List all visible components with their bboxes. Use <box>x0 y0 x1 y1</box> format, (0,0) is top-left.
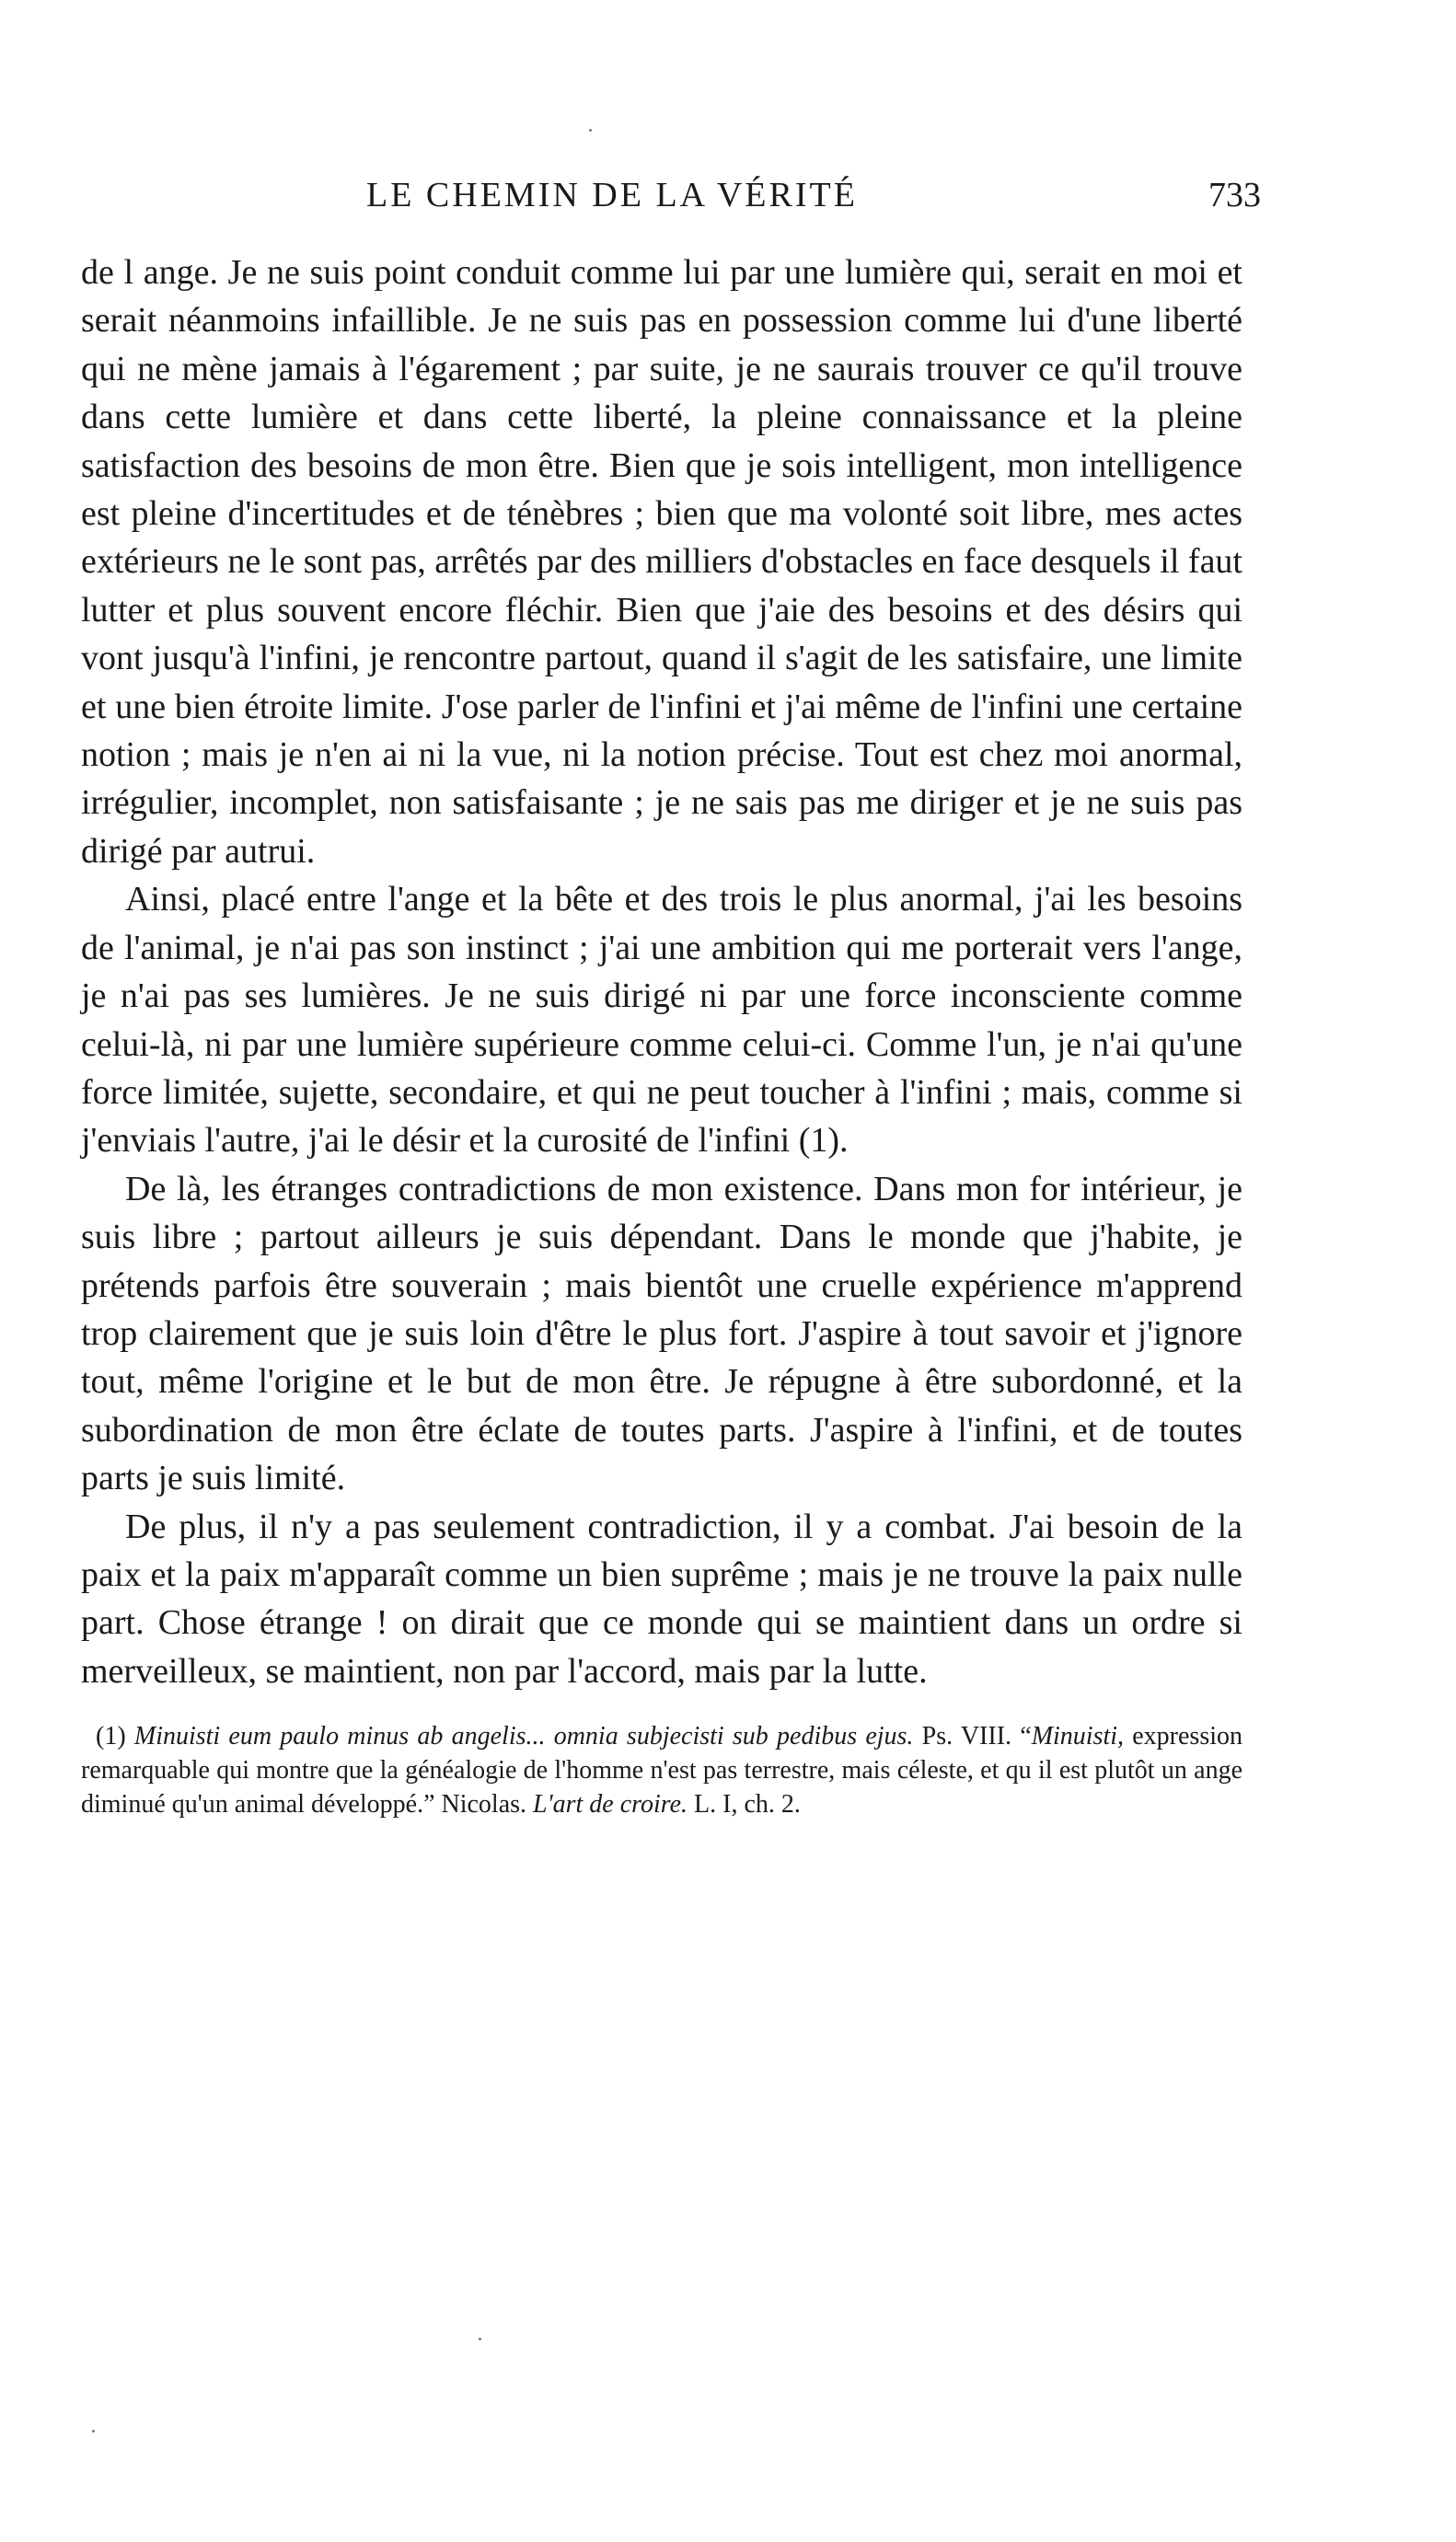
footnote-author: Nicolas. <box>441 1790 527 1820</box>
book-page <box>81 175 1261 1821</box>
paper-speck <box>479 2338 481 2340</box>
page-header <box>81 175 1261 230</box>
paper-speck <box>92 2430 95 2432</box>
body-text <box>81 248 1242 1695</box>
running-title: LE CHEMIN DE LA VÉRITÉ <box>366 176 858 214</box>
paragraph: De là, les étranges contradictions de mon existence. Dans mon for intérieur, je suis libre ; partout ailleurs je suis dépendant. Dans le monde que j'habite, je prétends parfois être souverain ; mais bientôt une cruelle expérience m'apprend trop clairement que je suis loin d'être le plus fort. J'aspire à tout savoir et j'ignore tout, même l'origine et le but de mon être. Je répugne à être subordonné, et la subordination de mon être éclate de toutes parts. J'aspire à l'infini, et de toutes parts je suis limité. <box>81 1169 1242 1498</box>
footnotes <box>81 1719 1242 1821</box>
page-number: 733 <box>1208 176 1261 214</box>
footnote-work-title: L'art de croire. <box>533 1790 688 1820</box>
footnote-open-quote: “ <box>1020 1722 1032 1751</box>
footnote-quote-word: Minuisti, <box>1031 1722 1125 1751</box>
paragraph: De plus, il n'y a pas seulement contradiction, il y a combat. J'ai besoin de la paix et la paix m'apparaît comme un bien suprême ; mais je ne trouve la paix nulle part. Chose étrange ! on dirait que ce monde qui se maintient dans un ordre si merveilleux, se maintient, non par l'accord, mais par la lutte. <box>81 1507 1242 1691</box>
paragraph-continued: de l ange. Je ne suis point conduit comme lui par une lumière qui, serait en moi et serait néanmoins infaillible. Je ne suis pas en possession comme lui d'une liberté qui ne mène jamais à l'égarement ; par suite, je ne saurais trouver ce qu'il trouve dans cette lumière et dans cette liberté, la pleine connaissance et la pleine satisfaction des besoins de mon être. Bien que je sois intelligent, mon intelligence est pleine d'incertitudes et de ténèbres ; bien que ma volonté soit libre, mes actes extérieurs ne le sont pas, arrêtés par des milliers d'obstacles en face desquels il faut lutter et plus souvent encore fléchir. Bien que j'aie des besoins et des désirs qui vont jusqu'à l'infini, je rencontre partout, quand il s'agit de les satisfaire, une limite et une bien étroite limite. J'ose parler de l'infini et j'ai même de l'infini une certaine notion ; mais je n'en ai ni la vue, ni la notion précise. Tout est chez moi anormal, irrégulier, incomplet, non satisfaisante ; je ne sais pas me diriger et je ne suis pas dirigé par autrui. <box>81 253 1242 871</box>
footnote-psalm-ref: Ps. VIII. <box>921 1722 1012 1751</box>
footnote-latin-quote: Minuisti eum paulo minus ab angelis... omnia subjecisti sub pedibus ejus. <box>133 1722 914 1751</box>
footnote-work-ref: L. I, ch. 2. <box>694 1790 801 1820</box>
paper-speck <box>589 129 592 132</box>
footnote-commentary: expression remarquable qui montre que la généalogie de l'homme n'est pas terrestre, mais céleste, et qu il est plutôt un ange diminué qu'un animal développé.” <box>81 1722 1243 1820</box>
footnote-marker: (1) <box>96 1722 126 1751</box>
paragraph: Ainsi, placé entre l'ange et la bête et des trois le plus anormal, j'ai les besoins de l'animal, je n'ai pas son instinct ; j'ai une ambition qui me porterait vers l'ange, je n'ai pas ses lumières. Je ne suis dirigé ni par une force inconsciente comme celui-là, ni par une lumière supérieure comme celui-ci. Comme l'un, je n'ai qu'une force limitée, sujette, secondaire, et qui ne peut toucher à l'infini ; mais, comme si j'enviais l'autre, j'ai le désir et la curosité de l'infini (1). <box>81 880 1242 1161</box>
footnote <box>81 1719 1242 1821</box>
